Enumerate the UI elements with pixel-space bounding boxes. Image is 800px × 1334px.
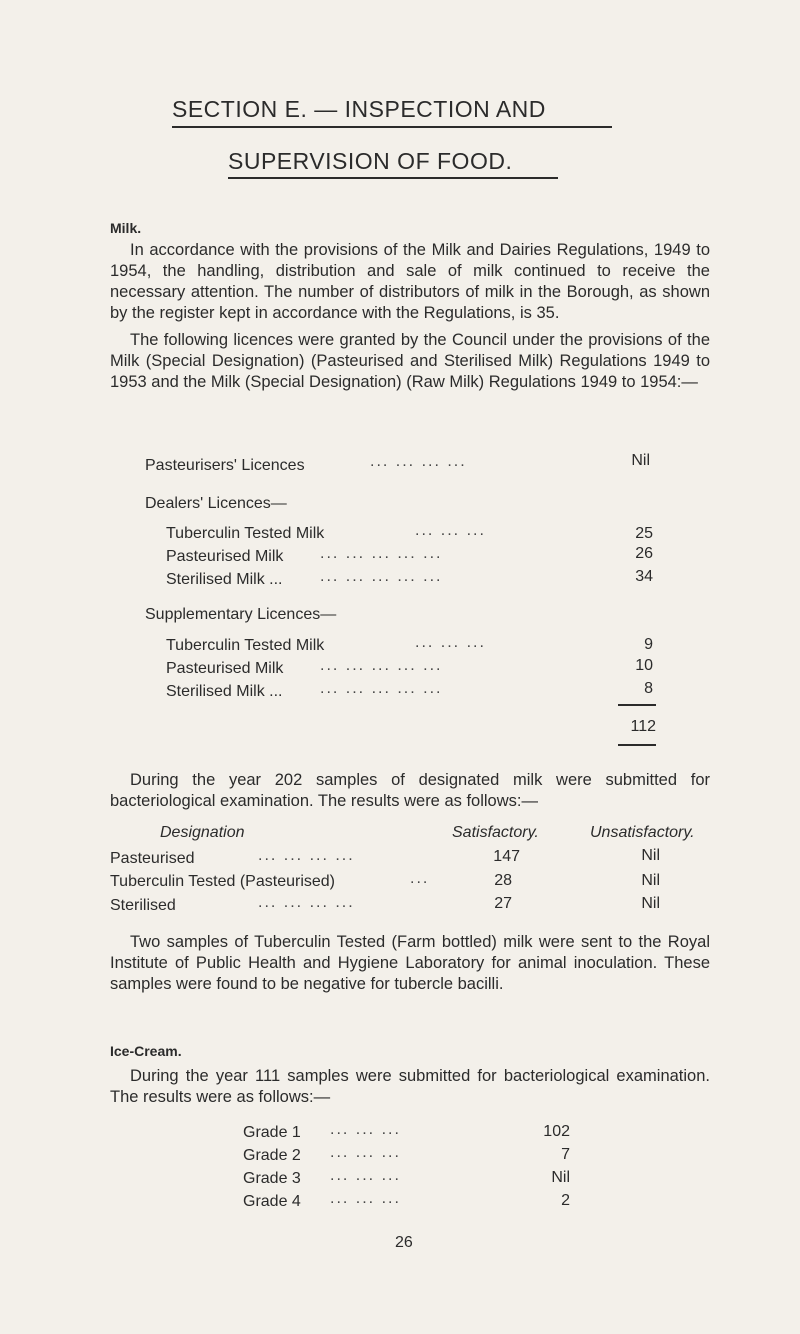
results-row-satisfactory: 28 (494, 872, 512, 889)
leader-dots: ... ... ... ... (370, 453, 467, 470)
title-underline-1 (172, 126, 612, 128)
grade-value: 2 (561, 1192, 570, 1209)
supplementary-row-value: 10 (635, 657, 653, 674)
milk-heading: Milk. (110, 220, 142, 236)
icecream-heading: Ice-Cream. (110, 1043, 182, 1059)
grade-value: 7 (561, 1146, 570, 1163)
results-header-unsatisfactory: Unsatisfactory. (590, 824, 695, 841)
dealers-row-value: 26 (635, 545, 653, 562)
supplementary-heading: Supplementary Licences— (145, 606, 337, 623)
icecream-paragraph: During the year 111 samples were submitted for bacteriological examination. The results were as follows:— (110, 1067, 710, 1106)
supplementary-row-label: Pasteurised Milk (166, 660, 284, 677)
milk-paragraph-4: Two samples of Tuberculin Tested (Farm bottled) milk were sent to the Royal Institute of Public Health and Hygiene Laboratory for animal inoculation. These samples were found to be negative for tubercle bacilli. (110, 933, 710, 993)
title-underline-2 (228, 177, 558, 179)
dealers-heading: Dealers' Licences— (145, 495, 287, 512)
leader-dots: ... ... ... ... ... (320, 657, 443, 674)
grade-label: Grade 2 (243, 1147, 301, 1164)
results-row-satisfactory: 147 (493, 848, 520, 865)
total-rule-top (618, 704, 656, 706)
results-row-unsatisfactory: Nil (641, 872, 660, 889)
grade-label: Grade 3 (243, 1170, 301, 1187)
grade-label: Grade 4 (243, 1193, 301, 1210)
milk-paragraph-3: During the year 202 samples of designated milk were submitted for bacteriological examination. The results were as follows:— (110, 771, 710, 810)
results-row-unsatisfactory: Nil (641, 895, 660, 912)
dealers-row-value: 34 (635, 568, 653, 585)
leader-dots: ... ... ... (330, 1190, 401, 1207)
page-number: 26 (395, 1234, 413, 1251)
leader-dots: ... ... ... ... ... (320, 545, 443, 562)
dealers-row-label: Tuberculin Tested Milk (166, 525, 325, 542)
results-row-satisfactory: 27 (494, 895, 512, 912)
results-row-designation: Pasteurised (110, 850, 195, 867)
leader-dots: ... ... ... ... ... (320, 568, 443, 585)
results-header-designation: Designation (160, 824, 245, 841)
dealers-row-label: Sterilised Milk ... (166, 571, 283, 588)
total-rule-bottom (618, 744, 656, 746)
dealers-row-value: 25 (635, 525, 653, 542)
pasteurisers-label: Pasteurisers' Licences (145, 457, 305, 474)
supplementary-row-value: 8 (644, 680, 653, 697)
results-header-satisfactory: Satisfactory. (452, 824, 539, 841)
leader-dots: ... ... ... (330, 1121, 401, 1138)
results-row-designation: Sterilised (110, 897, 176, 914)
leader-dots: ... ... ... ... (258, 894, 355, 911)
section-title-line2: SUPERVISION OF FOOD. (228, 148, 513, 174)
dealers-row-label: Pasteurised Milk (166, 548, 284, 565)
leader-dots: ... ... ... ... ... (320, 680, 443, 697)
pasteurisers-value: Nil (631, 452, 650, 469)
leader-dots: ... ... ... ... (258, 847, 355, 864)
supplementary-row-label: Sterilised Milk ... (166, 683, 283, 700)
licences-total: 112 (630, 718, 656, 735)
leader-dots: ... ... ... (415, 522, 486, 539)
supplementary-row-value: 9 (644, 636, 653, 653)
leader-dots: ... ... ... (330, 1144, 401, 1161)
leader-dots: ... ... ... (330, 1167, 401, 1184)
supplementary-row-label: Tuberculin Tested Milk (166, 637, 325, 654)
grade-label: Grade 1 (243, 1124, 301, 1141)
leader-dots: ... (410, 870, 430, 887)
leader-dots: ... ... ... (415, 634, 486, 651)
grade-value: Nil (551, 1169, 570, 1186)
grade-value: 102 (543, 1123, 570, 1140)
milk-paragraph-2: The following licences were granted by the Council under the provisions of the Milk (Special Designation) (Pasteurised and Sterilised Milk) Regulations 1949 to 1953 and the Milk (Special Designation) (Raw Milk) Regulations 1949 to 1954:— (110, 331, 710, 391)
milk-paragraph-1: In accordance with the provisions of the Milk and Dairies Regulations, 1949 to 1954, the handling, distribution and sale of milk continued to receive the necessary attention. The number of distributors of milk in the Borough, as shown by the register kept in accordance with the Regulations, is 35. (110, 241, 710, 322)
results-row-designation: Tuberculin Tested (Pasteurised) (110, 873, 335, 890)
section-title-line1: SECTION E. — INSPECTION AND (172, 96, 546, 122)
results-row-unsatisfactory: Nil (641, 847, 660, 864)
